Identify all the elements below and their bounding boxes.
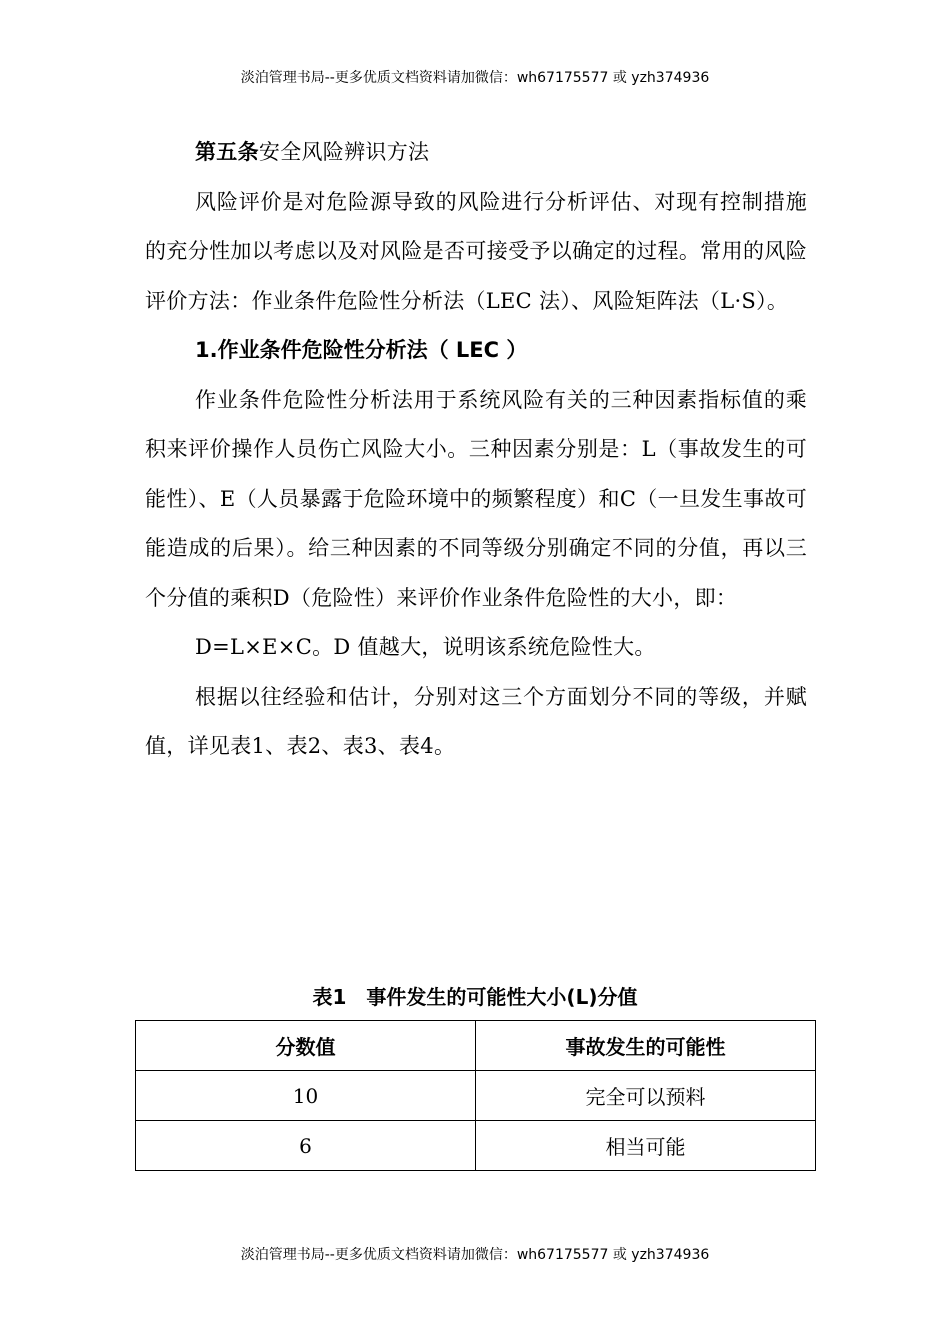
paragraph-risk-evaluation: 风险评价是对危险源导致的风险进行分析评估、对现有控制措施的充分性加以考虑以及对风险是否可接受予以确定的过程。常用的风险评价方法：作业条件危险性分析法（LEC 法）、风险矩阵法（L·S）。	[145, 189, 807, 313]
paragraph-grading: 根据以往经验和估计，分别对这三个方面划分不同的等级，并赋值，详见表1、表2、表3、表4。	[145, 684, 807, 758]
cell-score: 6	[136, 1121, 476, 1171]
article-title: 安全风险辨识方法	[258, 140, 430, 164]
header-likelihood: 事故发生的可能性	[476, 1021, 816, 1071]
table-caption: 表1 事件发生的可能性大小(L)分值	[312, 985, 638, 1009]
likelihood-table	[135, 1020, 816, 1171]
article-number: 第五条	[195, 140, 259, 164]
cell-score: 10	[136, 1071, 476, 1121]
document-body	[145, 128, 807, 772]
table-row	[136, 1121, 816, 1171]
cell-likelihood: 相当可能	[476, 1121, 816, 1171]
paragraph-lec-description: 作业条件危险性分析法用于系统风险有关的三种因素指标值的乘积来评价操作人员伤亡风险大小。三种因素分别是：L（事故发生的可能性）、E（人员暴露于危险环境中的频繁程度）和C（一旦发生事故可能造成的后果）。给三种因素的不同等级分别确定不同的分值，再以三个分值的乘积D（危险性）来评价作业条件危险性的大小，即：	[145, 387, 807, 610]
paragraph-formula: D=L×E×C。D 值越大，说明该系统危险性大。	[195, 635, 656, 659]
header-score: 分数值	[136, 1021, 476, 1071]
article-heading	[145, 128, 807, 178]
table-header-row	[136, 1021, 816, 1071]
cell-likelihood: 完全可以预料	[476, 1071, 816, 1121]
table-row	[136, 1071, 816, 1121]
page-header: 淡泊管理书局--更多优质文档资料请加微信：wh67175577 或 yzh374936	[240, 70, 710, 86]
page-footer: 淡泊管理书局--更多优质文档资料请加微信：wh67175577 或 yzh374936	[240, 1247, 710, 1263]
section-title-lec: 1.作业条件危险性分析法（ LEC ）	[195, 338, 528, 362]
